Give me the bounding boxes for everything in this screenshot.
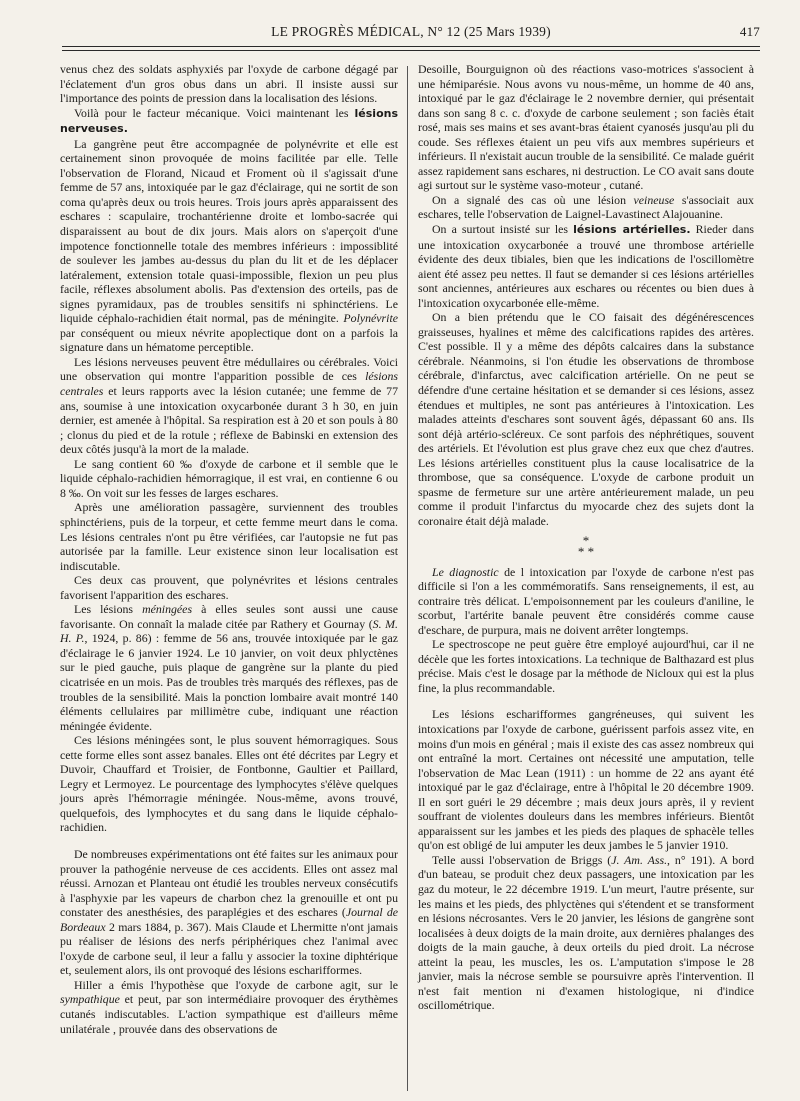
header-rule-top xyxy=(62,46,760,47)
text-run: Hiller a émis l'hypothèse que l'oxyde de carbone agit, sur le xyxy=(74,977,398,992)
text-run: , 1924, p. 86) : femme de 56 ans, trouvée intoxiquée par le gaz d'éclairage le 6 janvier 1924. Le 10 janvier, on voit deux phlyctènes sur le pied gauche, puis plaque de gangrène sur la plante du pied cicatrisée en un mois. Pas de troubles très marqués des réflexes, pas de troubles de la sensibilité. Mais la ponction lombaire avait montré 140 éléments cellulaires par millimètre cube, indiquant une réaction méningée évidente. xyxy=(60,631,398,733)
paragraph xyxy=(418,565,754,638)
section-heading-arterielles: lésions artérielles. xyxy=(573,223,691,237)
asterism-bottom: * * xyxy=(577,543,595,559)
text-run: Telle aussi l'observation de Briggs ( xyxy=(432,852,612,867)
text-run: par conséquent ou mieux névrite apoplectique dont on a parfois la signature dans un hématome perceptible. xyxy=(60,325,398,355)
text-run: De nombreuses expérimentations ont été faites sur les animaux pour prouver la pathogénie nerveuse de ces accidents. Elles ont assez mal réussi. Arnozan et Planteau ont étudié les troubles nerveux consécutifs à l'asphyxie par les vapeurs de charbon chez la grenouille et ont pu constater des anesthésies, des paraplégies et des eschares ( xyxy=(60,846,398,920)
right-column xyxy=(418,62,754,1013)
column-divider xyxy=(407,66,408,1091)
section-heading-nerveuses: lésions nerveuses. xyxy=(60,106,398,136)
paragraph: venus chez des soldats asphyxiés par l'oxyde de carbone dégagé par l'éclatement d'un gros obus dans un abri. Il insiste aussi sur l'importance des points de pression dans la localisation des lésions. xyxy=(60,62,398,106)
italic-term: lésions centrales xyxy=(60,369,398,399)
section-asterism xyxy=(418,532,754,559)
left-column xyxy=(60,62,398,1036)
text-run: s'associait aux eschares, telle l'observation de Laignel-Lavastinect Alajouanine. xyxy=(418,192,754,222)
text-run: Les lésions nerveuses peuvent être médullaires ou cérébrales. Voici une observation qui montre l'apparition possible de ces xyxy=(60,354,398,384)
asterism-top: * xyxy=(582,532,590,548)
text-run: La gangrène peut être accompagnée de polynévrite et elle est certainement sinon provoquée de moins facilitée par elle. Telle l'observation de Florand, Nicaud et Froment où il s'agissait d'une femme de 57 ans, intoxiquée par le gaz d'éclairage, qui ne sortit de son coma qu'après deux ou trois heures. Trois jours après apparaissent des eschares : scapulaire, trochantérienne droite et lombo-sacrée qui disparaissent au bout de dix jours. Mais alors on s'aperçoit d'une impotence fonctionnelle totale des membres inférieurs : impossiblité de soulever les jambes au-dessus du plan du lit et de les déplacer latéralement, extension totale quasi-impossible, flexion un peu plus facile, réflexes absolument abolis. Pas d'extension des orteils, pas de signes pyramidaux, pas de troubles sensitifs ni sphinctériens. Le liquide céphalo-rachidien était normal, pas de méningite. xyxy=(60,136,398,326)
paragraph: Les lésions escharifformes gangréneuses, qui suivent les intoxications par l'oxyde de carbone, guérissent parfois assez vite, en moins d'un mois en général ; mais il existe des cas assez nombreux qui ont entraîné la mort. Certaines ont nécessité une amputation, telle l'observation de Mac Lean (1911) : un homme de 22 ans ayant été intoxiqué par le gaz d'éclairage, entre à l'hôpital le 20 décembre 1909. Il en sort guéri le 29 décembre ; mais deux jours après, il y revient souffrant de violentes douleurs dans les membres inférieurs. Bientôt apparaissent sur les jambes et les pieds des plaques de sphacèle telles qu'on est obligé de lui amputer les deux jambes le 5 janvier 1910. xyxy=(418,707,754,853)
paragraph: Desoille, Bourguignon où des réactions vaso-motrices s'associent à une hémiparésie. Nous avons vu nous-même, un homme de 40 ans, intoxiqué par le gaz d'éclairage le 2 novembre dernier, qui présentait dans son sang 8 c. c. d'oxyde de carbone seulement ; son faciès était rosé, mais ses mains et ses avant-bras étaient cyanosés jusqu'au pli du coude. Ses réflexes étaient un peu vifs aux membres supérieurs et inférieurs. Il n'existait aucun trouble de la sensibilité. Ce malade guérit assez rapidement sans eschares, ni destruction. Le CO avait sans doute agi surtout sur le système vaso-moteur , cutané. xyxy=(418,62,754,193)
text-run: Rieder dans une intoxication oxycarbonée a trouvé une thrombose artérielle évidente des deux tibiales, bien que les indications de l'oscillomètre aient été assez peu nettes. Il faut se demander si ces lésions artérielles sont anciennes, antérieures aux eschares ou récentes ou bien dues à l'intoxication oxycarbonée elle-même. xyxy=(418,222,755,310)
paragraph: Après une amélioration passagère, surviennent des troubles sphinctériens, puis de la torpeur, et cette femme meurt dans le coma. Les lésions centrales n'ont pu être vérifiées, car l'autopsie ne fut pas autorisée par la famille. Leur existence sinon leur localisation est indiscutable. xyxy=(60,500,398,573)
text-run: et peut, par son intermédiaire provoquer des érythèmes cutanés indiscutables. L'action sympathique est d'ailleurs même unilatérale , prouvée dans des observations de xyxy=(60,992,398,1036)
italic-term: méningées xyxy=(142,602,193,617)
italic-term: sympathique xyxy=(60,992,120,1007)
paragraph: Ces deux cas prouvent, que polynévrites et lésions centrales favorisent l'apparition des eschares. xyxy=(60,573,398,602)
citation: S. M. H. P. xyxy=(60,616,398,646)
text-run: On a signalé des cas où une lésion xyxy=(432,192,627,207)
text-run: 2 mars 1884, p. 367). Mais Claude et Lhermitte n'ont jamais pu réaliser de lésions des nerfs périphériques chez l'animal avec l'oxyde de carbone seul, il leur a fallu y associer la toxine diphtérique et, seulement alors, ils ont provoqué des lésions escharifformes. xyxy=(60,919,399,978)
paragraph xyxy=(418,853,754,1013)
journal-title: LE PROGRÈS MÉDICAL, N° 12 (25 Mars 1939) xyxy=(271,24,551,39)
text-run: et leurs rapports avec la lésion cutanée; une femme de 77 ans, soumise à une intoxication oxycarbonée durant 3 h 30, en juin dernier, est amenée à l'hôpital. Sa respiration est à 20 et son pouls à 80 ; clonus du pied et de la rotule ; réflexe de Babinski en extension des deux côtés jusqu'à la mort de la malade. xyxy=(60,384,398,457)
running-header xyxy=(62,24,760,46)
italic-term: Le diagnostic xyxy=(432,564,499,579)
text-run: , n° 191). A bord d'un bateau, se produit chez deux passagers, une intoxication par les gaz du moteur, le 22 décembre 1919. L'un meurt, l'autre présente, sur les mains et les pieds, des phlyctènes qui s'étendent et se transforment en lésions nécrosantes. Vers le 20 janvier, les lésions de gangrène sont localisées à deux doigts de la main droite, aux dernières phalanges des doigts de la main gauche, à deux orteils du pied droit. La nécrose atteint la peau, les muscles, les os. L'amputation s'impose le 28 janvier, mais la nécrose semble se poursuivre après l'intervention. Il n'est fait mention ni d'examen histologique, ni d'indice oscillométrique. xyxy=(418,852,755,1013)
paragraph xyxy=(60,137,398,355)
paragraph xyxy=(60,355,398,457)
page-number: 417 xyxy=(739,24,760,39)
paragraph: Le spectroscope ne peut guère être employé aujourd'hui, car il ne décèle que les fortes intoxications. La technique de Balthazard est plus précise. Mais c'est le dosage par la méthode de Nicloux qui est la plus fine, la plus recommandable. xyxy=(418,637,754,695)
italic-term: Polynévrite xyxy=(343,311,398,326)
text-run: de l intoxication par l'oxyde de carbone n'est pas difficile si l'on a les commémoratifs. Sans renseignements, il est, au contraire très délicat. L'empoisonnement par les couleurs d'aniline, le scorbut, l'artérite banale peuvent être considérés comme cause d'eschare, de purpura, mais ne doivent arrêter longtemps. xyxy=(418,564,754,637)
paragraph: Ces lésions méningées sont, le plus souvent hémorragiques. Sous cette forme elles sont assez banales. Elles ont été décrites par Legry et Duvoir, Chauffard et Troisier, de Fontbonne, Gaultier et Paillard, Legry et Lermoyez. Le pourcentage des lymphocytes s'élève quelques jours après l'hémorragie méningée. Nous-même, avons trouvé, quelquefois, des lymphocytes et du sang dans le liquide céphalo-rachidien. xyxy=(60,733,398,835)
paragraph xyxy=(418,222,754,310)
citation: J. Am. Ass. xyxy=(611,852,668,867)
paragraph xyxy=(60,602,398,733)
text-run: On a surtout insisté sur les xyxy=(432,222,569,237)
text-run: Voilà pour le facteur mécanique. Voici maintenant les xyxy=(74,105,349,120)
paragraph xyxy=(60,847,398,978)
citation: Journal de Bordeaux xyxy=(60,905,399,934)
paragraph xyxy=(418,193,754,222)
paragraph xyxy=(60,978,398,1036)
italic-term: veineuse xyxy=(633,192,675,207)
text-run: à elles seules sont aussi une cause favorisante. On connaît la malade citée par Rathery et Gournay ( xyxy=(60,602,398,631)
header-rule-bottom xyxy=(62,50,760,51)
paragraph: On a bien prétendu que le CO faisait des dégénérescences graisseuses, hyalines et même des calcifications rapides des artères. C'est possible. Il y a même des dépôts calcaires dans la substance cérébrale. Néanmoins, si l'on étudie les observations de thrombose cérébrale, d'infarctus, avec calcification artérielle. On ne peut se défendre d'une certaine hésitation et se demander si ces lésions, assez étendues et multiples, ne sont pas antérieures à l'intoxication. Les malades atteints d'eschares sont souvent âgés, dépassant 60 ans. Ils sont déjà artério-scléreux. Ce sont parfois des néphrétiques, souvent des artériels. Et l'évolution est plus grave chez eux que chez d'autres. Les lésions artérielles constituent plus la cause localisatrice de la thrombose, que sa conséquence. L'oxyde de carbone produit un spasme de fermeture sur une artère antérieurement malade, un peu comme il produit l'infarctus du myocarde chez des sujets dont la coronaire était déjà malade. xyxy=(418,310,754,528)
paragraph xyxy=(60,106,398,137)
text-run: Les lésions xyxy=(74,602,134,617)
paragraph: Le sang contient 60 ‰ d'oxyde de carbone et il semble que le liquide céphalo-rachidien hémorragique, il est vrai, en contienne 6 ou 8 ‰. On voit sur les fesses de larges eschares. xyxy=(60,456,398,500)
